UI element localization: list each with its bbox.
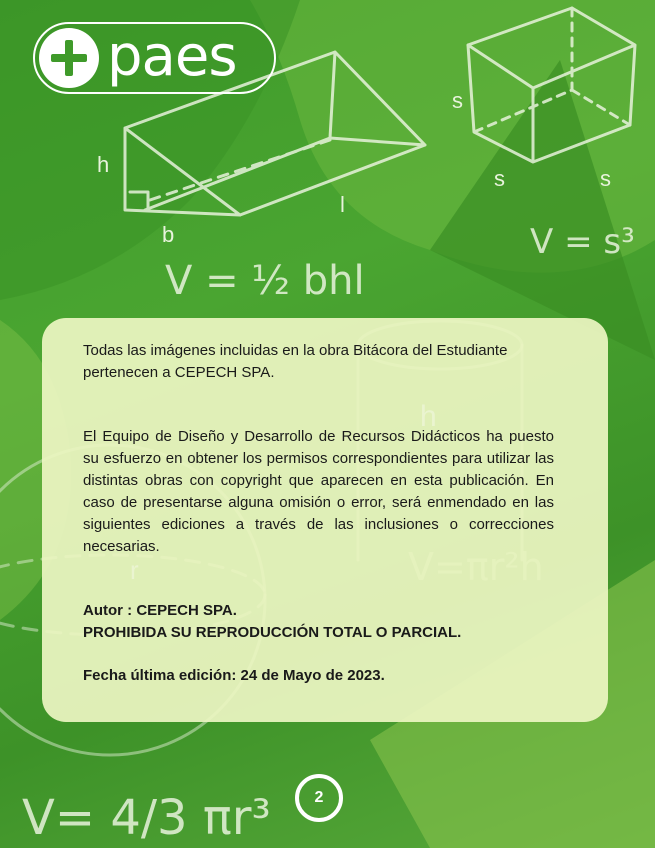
cube-label-s-right: s	[600, 166, 611, 191]
formula-sphere-volume: V= 4/3 πr³	[22, 790, 271, 846]
prism-label-b: b	[162, 222, 175, 247]
paes-logo	[33, 22, 276, 94]
formula-prism-volume: V = ½ bhl	[165, 258, 365, 304]
plus-icon	[39, 28, 99, 88]
cylinder-label-h: h	[420, 400, 437, 433]
sphere-label-r: r	[130, 555, 139, 585]
logo-text: paes	[107, 24, 237, 89]
copyright-paragraph: El Equipo de Diseño y Desarrollo de Recursos Didácticos ha puesto su esfuerzo en obtener los permisos correspondientes para utilizar las distintas obras con copyright que aparecen en esta publicación. En caso de presentarse alguna omisión o error, será enmendado en las siguientes ediciones a través de las inclusiones o correcciones necesarias.	[83, 428, 554, 555]
prohibition-line: PROHIBIDA SU REPRODUCCIÓN TOTAL O PARCIAL.	[83, 624, 462, 641]
prism-label-l: l	[340, 192, 345, 217]
cube-label-s-left: s	[452, 88, 463, 113]
credits-block	[83, 600, 554, 644]
prism-label-h: h	[97, 152, 110, 177]
author-line: Autor : CEPECH SPA.	[83, 602, 237, 619]
last-edition-date: Fecha última edición: 24 de Mayo de 2023.	[83, 667, 385, 684]
page-number: 2	[295, 774, 343, 822]
cube-label-s-bottom: s	[494, 166, 505, 191]
formula-cube-volume: V = s³	[530, 222, 635, 262]
credits-card	[42, 318, 608, 722]
image-rights-paragraph: Todas las imágenes incluidas en la obra Bitácora del Estudiante pertenecen a CEPECH SPA.	[83, 342, 508, 381]
